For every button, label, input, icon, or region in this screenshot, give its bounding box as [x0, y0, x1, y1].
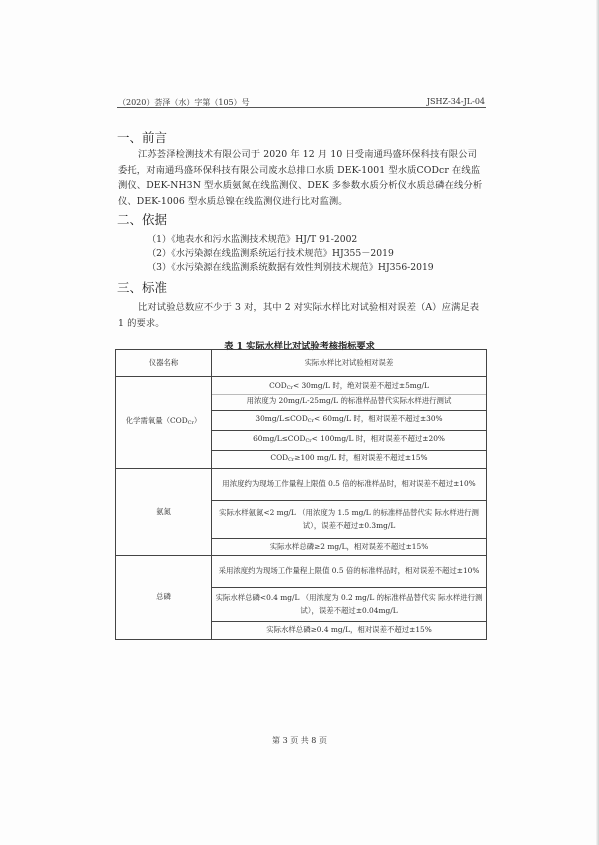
table-caption: 表 1 实际水样比对试验考核指标要求 [224, 341, 375, 352]
criteria-cell: $COD_{Cr}< 30mg/L$ 时，绝对误差不超过±5mg/L 用浓度为 20mg/L-25mg/L 的标准样品替代实际水样进行测试 [212, 377, 487, 411]
section-title-standard: 三、标准 [117, 280, 168, 295]
criteria-cell: 实际水样氨氮<2 mg/L （用浓度为 1.5 mg/L 的标准样品替代实 际水样进行测试），误差不超过±0.3mg/L [212, 501, 487, 539]
criteria-cell: $30mg/L\le COD_{Cr}< 60mg/L$ 时，相对误差不超过±30% [212, 411, 487, 431]
reference-item: （2）《水污染源在线监测系统运行技术规范》HJ355－2019 [147, 248, 394, 259]
instrument-ammonia: 氨氮 [116, 469, 212, 556]
header-cell-criteria: 实际水样比对试验相对误差 [212, 350, 487, 377]
section-title-preface: 一、前言 [117, 130, 168, 145]
header-cell-instrument: 仪器名称 [116, 350, 212, 377]
section-title-basis: 二、依据 [117, 212, 168, 227]
table-row [116, 469, 487, 501]
page-number: 第 3 页 共 8 页 [272, 736, 327, 745]
criteria-cell: 用浓度约为现场工作量程上限值 0.5 倍的标准样品时，相对误差不超过±10% [212, 469, 487, 501]
instrument-total-phosphorus: 总磷 [116, 556, 212, 640]
standard-paragraph: 比对试验总数应不少于 3 对，其中 2 对实际水样比对试验相对误差（A）应满足表 1 的要求。 [118, 302, 480, 329]
table-row [116, 377, 487, 411]
table-row [116, 556, 487, 588]
criteria-table [115, 349, 487, 640]
reference-item: （1）《地表水和污水监测技术规范》HJ/T 91-2002 [147, 234, 358, 245]
document-code: JSHZ-34-JL-04 [426, 97, 485, 106]
preface-paragraph: 江苏荟泽检测技术有限公司于 2020 年 12 月 10 日受南通玛盛环保科技有限公司委托，对南通玛盛环保科技有限公司废水总排口水质 DEK-1001 型水质CODcr 在线监测仪、DEK-NH3N 型水质氨氮在线监测仪、DEK 多参数水质分析仪水质总磷在线分析仪、DEK-1006 型水质总镍在线监测仪进行比对监测。 [118, 149, 483, 207]
criteria-cell: 采用浓度约为现场工作量程上限值 0.5 倍的标准样品时，相对误差不超过±10% [212, 556, 487, 588]
reference-item: （3）《水污染源在线监测系统数据有效性判别技术规范》HJ356-2019 [147, 262, 434, 273]
table-header-row [116, 350, 487, 377]
header-divider [117, 107, 486, 108]
report-number: （2020）荟泽（水）字第（105）号 [118, 98, 250, 107]
criteria-cell: 实际水样总磷≥2 mg/L，相对误差不超过±15% [212, 539, 487, 556]
criteria-cell: $COD_{Cr}\ge 100$ mg/L 时，相对误差不超过±15% [212, 451, 487, 469]
criteria-cell: 实际水样总磷<0.4 mg/L （用浓度为 0.2 mg/L 的标准样品替代实 际水样进行测试），误差不超过±0.04mg/L [212, 588, 487, 622]
criteria-cell: 实际水样总磷≥0.4 mg/L，相对误差不超过±15% [212, 622, 487, 640]
instrument-cod: 化学需氧量$(COD_{Cr})$ [116, 377, 212, 469]
criteria-cell: $60mg/L\le COD_{Cr}< 100mg/L$ 时，相对误差不超过±20% [212, 431, 487, 451]
